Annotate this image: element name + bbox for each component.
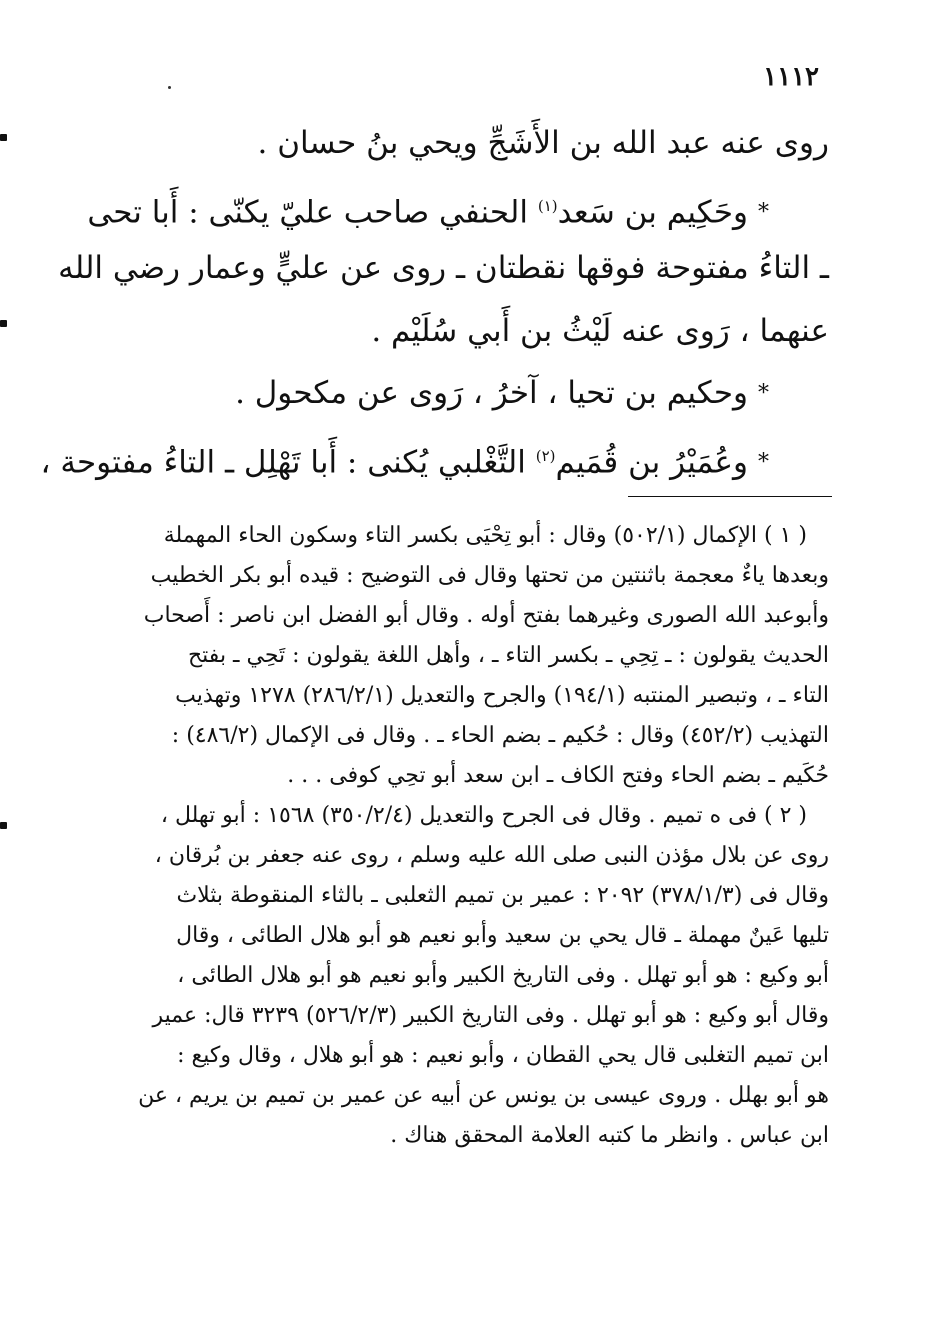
entry-text: وحكيم بن تحيا ، آخرُ ، رَوى عن مكحول . (235, 375, 748, 411)
footnote-ref-1: (١) (537, 196, 558, 215)
footnote-line: أبو وكيع : هو أبو تهلل . وفى التاريخ الكبير وأبو نعيم هو أبو هلال الطائى ، (177, 963, 829, 988)
scan-speck (168, 86, 171, 89)
main-line-3: ـ التاءُ مفتوحة فوقها نقطتان ـ روى عن عليٍّ وعمار رضي الله (58, 250, 829, 286)
footnote-line: التاء ـ ، وتبصير المنتبه (١٩٤/١) والجرح والتعديل (٢٨٦/٢/١) ١٢٧٨ وتهذيب (175, 683, 829, 708)
footnote-line: وأبوعبد الله الصورى وغيرهما بفتح أوله . وقال أبو الفضل ابن ناصر : أَصحاب (143, 603, 829, 628)
entry-text: التَّغْلبي يُكنى : أَبا تَهْلِل ـ التاءُ مفتوحة ، (40, 443, 526, 480)
margin-mark (0, 320, 7, 327)
footnote-line: ( ٢ ) فى ه تميم . وقال فى الجرح والتعديل (٣٥٠/٢/٤) ١٥٦٨ : أبو تهلل ، (160, 803, 807, 828)
footnote-separator (628, 496, 832, 497)
footnote-line: التهذيب (٤٥٢/٢) وقال : حُكيم ـ بضم الحاء ـ . وقال فى الإكمال (٤٨٦/٢) : (171, 723, 829, 748)
footnote-line: ابن عباس . وانظر ما كتبه العلامة المحقق هناك . (390, 1123, 829, 1148)
main-line-1: روى عنه عبد الله بن الأَشَجِّ ويحي بنُ حسان . (257, 125, 829, 161)
footnote-ref-2: (٢) (535, 446, 556, 465)
entry-star-icon: * (758, 450, 769, 476)
footnote-line: الحديث يقولون : ـ تِحِي ـ بكسر التاء ـ ، وأهل اللغة يقولون : تَحِي ـ بفتح (187, 643, 829, 668)
footnote-line: وقال أبو وكيع : هو أبو تهلل . وفى التاريخ الكبير (٥٢٦/٢/٣) ٣٢٣٩ قال: عمير (152, 1003, 829, 1028)
footnote-line: ( ١ ) الإكمال (٥٠٢/١) وقال : أبو تِحْيَى بكسر التاء وسكون الحاء المهملة (163, 523, 807, 548)
footnote-line: وقال فى (٣٧٨/١/٣) ٢٠٩٢ : عمير بن تميم الثعلبى ـ بالثاء المنقوطة بثلاث (176, 883, 829, 908)
margin-mark (0, 134, 7, 141)
entry-name: وحَكِيم بن سَعد (557, 193, 748, 230)
footnote-line: ابن تميم التغلبى قال يحي القطان ، وأبو نعيم : هو أبو هلال ، وقال وكيع : (177, 1043, 829, 1068)
footnote-line: وبعدها ياءٌ معجمة باثنتين من تحتها وقال فى التوضيح : قيده أبو بكر الخطيب (150, 563, 829, 588)
main-text (40, 112, 829, 487)
footnote-line: تليها عَينٌ مهملة ـ قال يحي بن سعيد وأبو نعيم هو أبو هلال الطائى ، وقال (176, 923, 829, 948)
entry-text: الحنفي صاحب عليّ يكنّى : أَبا تحى (87, 193, 528, 230)
entry-name: وعُمَيْرُ بن قُمَيم (555, 443, 748, 480)
main-line-4: عنهما ، رَوى عنه لَيْثُ بن أَبي سُلَيْم . (371, 312, 829, 349)
footnote-line: روى عن بلال مؤذن النبى صلى الله عليه وسلم ، روى عنه جعفر بن بُرقان ، (154, 843, 829, 868)
entry-star-icon: * (758, 381, 769, 407)
footnotes (109, 516, 829, 1156)
footnote-line: حُكَيم ـ بضم الحاء وفتح الكاف ـ ابن سعد أبو تحِي كوفى . . . (287, 763, 829, 788)
page-number: ١١١٢ (763, 62, 819, 92)
footnote-line: هو أبو بهلل . وروى عيسى بن يونس عن أبيه عن عمير بن تميم بن يريم ، عن (138, 1083, 829, 1108)
entry-hakim-ibn-sad (87, 175, 829, 238)
entry-umayr-ibn-qumaym (40, 425, 829, 488)
entry-hakim-ibn-tahya (109, 362, 829, 425)
margin-mark (0, 822, 7, 829)
entry-star-icon: * (758, 200, 769, 226)
